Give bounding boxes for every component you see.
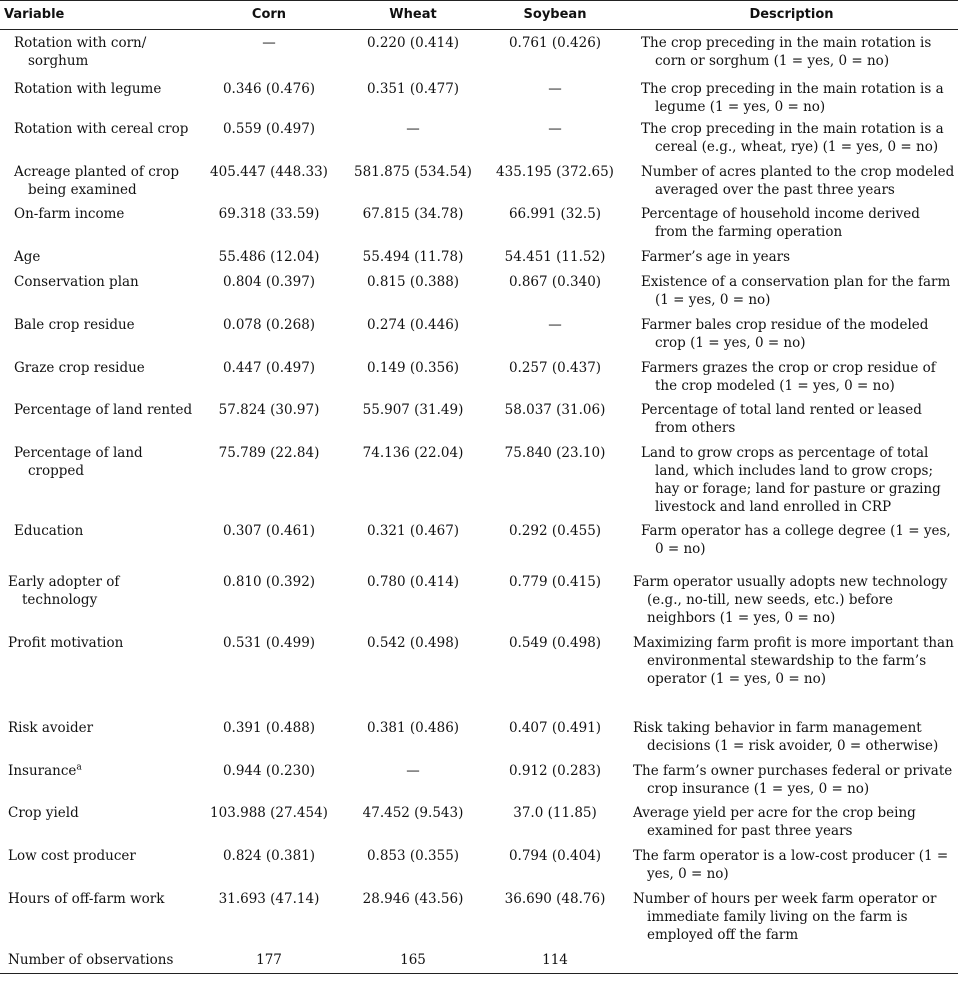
cell-soybean: 0.779 (0.415) [508, 573, 602, 590]
cell-soybean: 58.037 (31.06) [504, 401, 606, 418]
cell-wheat: 0.780 (0.414) [366, 573, 460, 590]
cell-variable-label: Hours of off-farm work [8, 890, 165, 907]
table-row [0, 758, 958, 800]
cell-variable-label: Insurance [8, 762, 77, 779]
cell-description [625, 201, 958, 244]
cell-description [625, 397, 958, 440]
cell-description [625, 269, 958, 312]
cell-description-label: Farmer bales crop residue of the modeled crop (1 = yes, 0 = no) [641, 316, 929, 351]
cell-variable-label: Number of observations [8, 951, 174, 968]
table-row [0, 800, 958, 843]
cell-description-text [625, 248, 958, 266]
cell-description-text [625, 120, 958, 156]
cell-variable-text [0, 120, 197, 138]
header-soybean: Soybean [485, 1, 625, 30]
cell-description-label: Farmers grazes the crop or crop residue of the crop modeled (1 = yes, 0 = no) [641, 359, 936, 394]
table-row [0, 715, 958, 758]
cell-description-label: Percentage of total land rented or leased from others [641, 401, 922, 436]
cell-description-text [625, 163, 958, 199]
cell-variable-text [0, 890, 197, 908]
cell-description [625, 843, 958, 886]
cell-variable-label: Percentage of land rented [14, 401, 193, 418]
cell-variable-text [0, 316, 197, 334]
cell-corn: 55.486 (12.04) [218, 248, 320, 265]
table-row [0, 630, 958, 715]
cell-corn: 0.531 (0.499) [222, 634, 316, 651]
cell-variable-text [0, 634, 197, 652]
cell-corn: — [262, 35, 276, 51]
cell-description-label: Average yield per acre for the crop being examined for past three years [633, 804, 916, 839]
cell-description-text [625, 401, 958, 437]
cell-description-text [625, 273, 958, 309]
cell-description-label: The farm’s owner purchases federal or private crop insurance (1 = yes, 0 = no) [633, 762, 953, 797]
cell-wheat: 165 [341, 947, 485, 974]
cell-wheat: 0.351 (0.477) [366, 80, 460, 97]
cell-variable-label: Graze crop residue [14, 359, 145, 376]
table-row [0, 269, 958, 312]
table-row [0, 947, 958, 974]
cell-description-label: Farmer’s age in years [641, 248, 791, 265]
cell-wheat: 0.274 (0.446) [366, 316, 460, 333]
cell-variable-label: Risk avoider [8, 719, 94, 736]
cell-description-text [625, 573, 958, 627]
cell-variable [0, 159, 197, 201]
cell-description-label: Number of acres planted to the crop modeled averaged over the past three years [641, 163, 955, 198]
cell-corn: 0.559 (0.497) [222, 120, 316, 137]
cell-description-label: The crop preceding in the main rotation is corn or sorghum (1 = yes, 0 = no) [641, 35, 932, 69]
cell-soybean: 66.991 (32.5) [508, 205, 602, 222]
cell-soybean: 0.761 (0.426) [508, 35, 602, 51]
cell-variable-text [0, 401, 197, 419]
cell-variable-label: Early adopter of technology [8, 573, 120, 608]
cell-variable-text [0, 80, 197, 98]
cell-variable-text [0, 205, 197, 223]
cell-soybean: 114 [485, 947, 625, 974]
cell-description-label: Farm operator usually adopts new technology (e.g., no-till, new seeds, etc.) before neighbors (1 = yes, 0 = no) [633, 573, 948, 626]
cell-wheat: — [406, 120, 420, 137]
table-row [0, 843, 958, 886]
header-variable: Variable [0, 1, 197, 30]
cell-description-text [625, 804, 958, 840]
header-description: Description [625, 1, 958, 30]
cell-variable [0, 630, 197, 715]
cell-wheat: 0.149 (0.356) [366, 359, 460, 376]
cell-variable-label: Acreage planted of crop being examined [14, 163, 179, 198]
cell-variable-text [0, 804, 197, 822]
cell-description-text [625, 634, 958, 688]
cell-corn: 75.789 (22.84) [218, 444, 320, 461]
cell-soybean: 0.549 (0.498) [508, 634, 602, 651]
cell-corn: 177 [197, 947, 341, 974]
cell-corn: 405.447 (448.33) [210, 163, 328, 180]
cell-description [625, 76, 958, 116]
cell-variable-label: Bale crop residue [14, 316, 135, 333]
table-row [0, 201, 958, 244]
cell-description [625, 116, 958, 159]
cell-variable-label: Profit motivation [8, 634, 124, 651]
cell-description [625, 518, 958, 569]
cell-wheat: 0.321 (0.467) [366, 522, 460, 539]
cell-corn: 69.318 (33.59) [218, 205, 320, 222]
cell-description-label: The crop preceding in the main rotation is a legume (1 = yes, 0 = no) [641, 80, 944, 115]
cell-variable-text [0, 359, 197, 377]
cell-variable-label: Rotation with corn/ sorghum [14, 35, 147, 69]
header-row [0, 1, 958, 30]
cell-variable [0, 947, 197, 974]
cell-description-label: Maximizing farm profit is more important than environmental stewardship to the farm’s operator (1 = yes, 0 = no) [633, 634, 954, 687]
cell-soybean: 0.794 (0.404) [508, 847, 602, 864]
cell-variable-label: Age [14, 248, 41, 265]
cell-variable-label: Crop yield [8, 804, 79, 821]
cell-description-text [625, 522, 958, 558]
table-row [0, 244, 958, 269]
cell-wheat: — [406, 762, 420, 779]
cell-description [625, 355, 958, 397]
header-wheat: Wheat [341, 1, 485, 30]
cell-corn: 0.804 (0.397) [222, 273, 316, 290]
cell-soybean: 0.257 (0.437) [508, 359, 602, 376]
cell-soybean: 0.292 (0.455) [508, 522, 602, 539]
cell-corn: 0.078 (0.268) [222, 316, 316, 333]
cell-variable [0, 843, 197, 886]
cell-variable-text [0, 522, 197, 540]
cell-wheat: 55.494 (11.78) [362, 248, 464, 265]
cell-soybean: 0.407 (0.491) [508, 719, 602, 736]
cell-wheat: 55.907 (31.49) [362, 401, 464, 418]
cell-variable [0, 397, 197, 440]
cell-wheat: 0.381 (0.486) [366, 719, 460, 736]
cell-variable-text [0, 573, 197, 609]
table-row [0, 569, 958, 630]
cell-description-label: Number of hours per week farm operator or immediate family living on the farm is employed off the farm [633, 890, 937, 943]
cell-soybean: — [548, 80, 562, 97]
cell-variable-label: Education [14, 522, 84, 539]
cell-variable-text [0, 444, 197, 480]
cell-corn: 57.824 (30.97) [218, 401, 320, 418]
cell-soybean: 36.690 (48.76) [504, 890, 606, 907]
cell-corn: 31.693 (47.14) [218, 890, 320, 907]
cell-soybean: — [548, 120, 562, 137]
cell-wheat: 581.875 (534.54) [354, 163, 472, 180]
footnote-marker: a [76, 762, 82, 772]
cell-variable [0, 569, 197, 630]
cell-description-text [625, 359, 958, 395]
table-row [0, 30, 958, 76]
cell-variable-text [0, 273, 197, 291]
cell-corn: 0.391 (0.488) [222, 719, 316, 736]
cell-description-text [625, 890, 958, 944]
table-row [0, 76, 958, 116]
cell-soybean: 435.195 (372.65) [496, 163, 614, 180]
cell-variable [0, 440, 197, 518]
cell-variable [0, 312, 197, 355]
cell-variable-label: Rotation with legume [14, 80, 162, 97]
cell-description [625, 630, 958, 715]
cell-soybean: 0.912 (0.283) [508, 762, 602, 779]
table-row [0, 397, 958, 440]
cell-variable-text [0, 762, 197, 780]
cell-variable [0, 76, 197, 116]
cell-description-text [625, 719, 958, 755]
cell-corn: 0.810 (0.392) [222, 573, 316, 590]
cell-description [625, 800, 958, 843]
cell-description-label: Risk taking behavior in farm management decisions (1 = risk avoider, 0 = otherwise) [633, 719, 939, 754]
cell-description-label: Existence of a conservation plan for the farm (1 = yes, 0 = no) [641, 273, 951, 308]
cell-variable [0, 715, 197, 758]
cell-description-text [625, 316, 958, 352]
cell-description-text [625, 847, 958, 883]
cell-variable [0, 201, 197, 244]
cell-variable-label: On-farm income [14, 205, 125, 222]
cell-description-text [625, 80, 958, 116]
cell-description-label: Land to grow crops as percentage of total land, which includes land to grow crops; hay or forage; land for pasture or grazing livestock and land enrolled in CRP [641, 444, 941, 515]
cell-variable-text [0, 163, 197, 199]
cell-wheat: 74.136 (22.04) [362, 444, 464, 461]
cell-description [625, 30, 958, 76]
cell-description-text [625, 762, 958, 798]
cell-variable-text [0, 719, 197, 737]
cell-variable-text [0, 248, 197, 266]
cell-soybean: 37.0 (11.85) [513, 804, 597, 821]
cell-description-text [625, 205, 958, 241]
cell-variable-label: Low cost producer [8, 847, 136, 864]
cell-description [625, 312, 958, 355]
cell-wheat: 0.220 (0.414) [366, 35, 460, 51]
cell-variable-label: Conservation plan [14, 273, 139, 290]
cell-corn: 0.346 (0.476) [222, 80, 316, 97]
cell-soybean: 0.867 (0.340) [508, 273, 602, 290]
cell-variable-text [0, 34, 197, 70]
cell-corn: 0.944 (0.230) [222, 762, 316, 779]
cell-description [625, 159, 958, 201]
cell-soybean: — [548, 316, 562, 333]
cell-description-label: Farm operator has a college degree (1 = yes, 0 = no) [641, 522, 951, 557]
cell-soybean: 54.451 (11.52) [504, 248, 606, 265]
cell-variable-text [0, 847, 197, 865]
cell-corn: 103.988 (27.454) [210, 804, 328, 821]
cell-variable-label: Percentage of land cropped [14, 444, 143, 479]
cell-description [625, 715, 958, 758]
table-row [0, 116, 958, 159]
cell-description [625, 758, 958, 800]
header-corn: Corn [197, 1, 341, 30]
cell-description [625, 886, 958, 947]
cell-variable-text [0, 951, 197, 969]
cell-variable [0, 886, 197, 947]
cell-description-text [625, 34, 958, 70]
cell-description [625, 947, 958, 974]
cell-variable [0, 116, 197, 159]
cell-description-text [625, 444, 958, 516]
cell-variable [0, 355, 197, 397]
cell-description-label: The farm operator is a low-cost producer (1 = yes, 0 = no) [633, 847, 949, 882]
table-row [0, 159, 958, 201]
cell-variable [0, 518, 197, 569]
cell-soybean: 75.840 (23.10) [504, 444, 606, 461]
table-row [0, 518, 958, 569]
cell-variable [0, 800, 197, 843]
cell-corn: 0.824 (0.381) [222, 847, 316, 864]
table-row [0, 355, 958, 397]
cell-wheat: 28.946 (43.56) [362, 890, 464, 907]
cell-variable-label: Rotation with cereal crop [14, 120, 189, 137]
table-row [0, 440, 958, 518]
cell-wheat: 0.815 (0.388) [366, 273, 460, 290]
table-row [0, 886, 958, 947]
table-row [0, 312, 958, 355]
cell-description-label: The crop preceding in the main rotation is a cereal (e.g., wheat, rye) (1 = yes, 0 = no) [641, 120, 944, 155]
cell-wheat: 67.815 (34.78) [362, 205, 464, 222]
cell-variable [0, 30, 197, 76]
cell-variable [0, 758, 197, 800]
cell-wheat: 0.853 (0.355) [366, 847, 460, 864]
cell-wheat: 47.452 (9.543) [362, 804, 464, 821]
cell-corn: 0.447 (0.497) [222, 359, 316, 376]
cell-description [625, 440, 958, 518]
cell-description-label: Percentage of household income derived from the farming operation [641, 205, 920, 240]
cell-variable [0, 244, 197, 269]
cell-variable [0, 269, 197, 312]
cell-corn: 0.307 (0.461) [222, 522, 316, 539]
cell-description [625, 244, 958, 269]
cell-description [625, 569, 958, 630]
cell-wheat: 0.542 (0.498) [366, 634, 460, 651]
